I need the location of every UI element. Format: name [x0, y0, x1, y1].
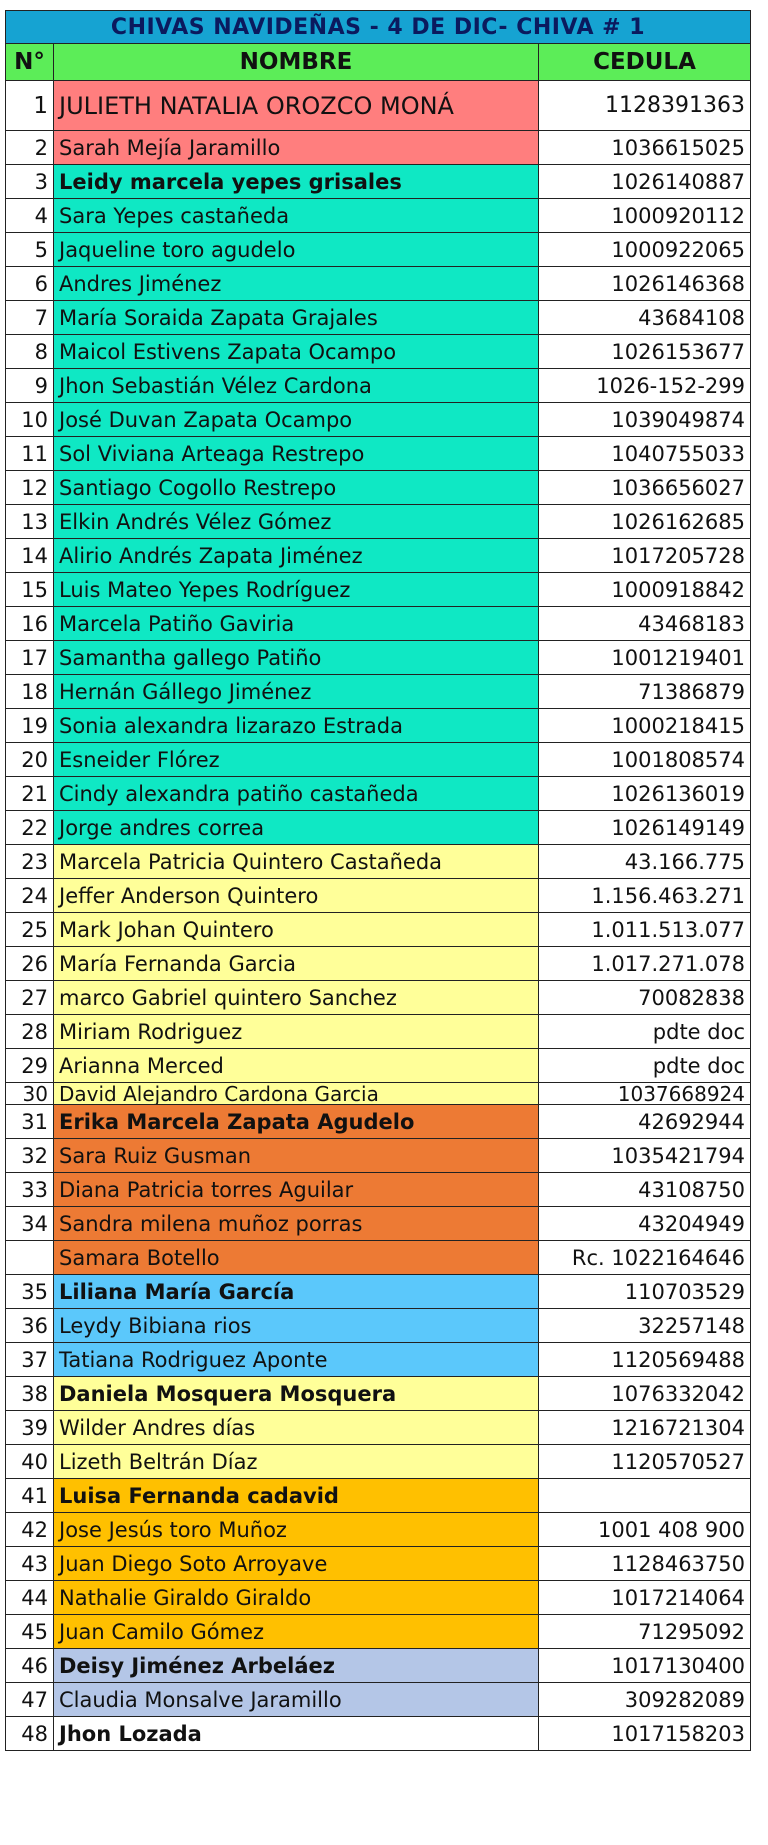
cedula-cell[interactable]: 1001808574	[539, 743, 751, 777]
row-number-cell[interactable]: 2	[6, 131, 54, 165]
row-number-cell[interactable]: 18	[6, 675, 54, 709]
cedula-cell[interactable]: 1026153677	[539, 335, 751, 369]
table-row	[6, 913, 751, 947]
cedula-cell[interactable]: 43468183	[539, 607, 751, 641]
name-cell[interactable]: Wilder Andres días	[54, 1411, 539, 1445]
cedula-cell[interactable]: 43108750	[539, 1173, 751, 1207]
cedula-cell[interactable]: 1001219401	[539, 641, 751, 675]
cedula-cell[interactable]: 110703529	[539, 1275, 751, 1309]
row-number-cell[interactable]: 36	[6, 1309, 54, 1343]
table-row	[6, 845, 751, 879]
name-cell[interactable]: Jose Jesús toro Muñoz	[54, 1513, 539, 1547]
name-cell[interactable]: Nathalie Giraldo Giraldo	[54, 1581, 539, 1615]
row-number-cell[interactable]: 24	[6, 879, 54, 913]
table-row	[6, 1207, 751, 1241]
name-cell[interactable]: Jorge andres correa	[54, 811, 539, 845]
cedula-cell[interactable]: Rc. 1022164646	[539, 1241, 751, 1275]
table-row	[6, 1377, 751, 1411]
row-number-cell[interactable]: 6	[6, 267, 54, 301]
table-row	[6, 1015, 751, 1049]
name-cell[interactable]: Tatiana Rodriguez Aponte	[54, 1343, 539, 1377]
row-number-cell[interactable]: 3	[6, 165, 54, 199]
row-number-cell[interactable]: 42	[6, 1513, 54, 1547]
name-cell[interactable]: Samantha gallego Patiño	[54, 641, 539, 675]
name-cell[interactable]: Esneider Flórez	[54, 743, 539, 777]
row-number-cell[interactable]: 45	[6, 1615, 54, 1649]
row-number-cell[interactable]: 15	[6, 573, 54, 607]
row-number-cell[interactable]	[6, 1241, 54, 1275]
cedula-cell[interactable]: 1026162685	[539, 505, 751, 539]
name-cell[interactable]: Marcela Patricia Quintero Castañeda	[54, 845, 539, 879]
cedula-cell[interactable]: 43204949	[539, 1207, 751, 1241]
row-number-cell[interactable]: 28	[6, 1015, 54, 1049]
name-cell[interactable]: JULIETH NATALIA OROZCO MONÁ	[54, 81, 539, 131]
name-cell[interactable]: Jhon Lozada	[54, 1717, 539, 1751]
cedula-cell[interactable]: 43684108	[539, 301, 751, 335]
name-cell[interactable]: Sonia alexandra lizarazo Estrada	[54, 709, 539, 743]
name-cell[interactable]: Luis Mateo Yepes Rodríguez	[54, 573, 539, 607]
cedula-cell[interactable]: 1026-152-299	[539, 369, 751, 403]
row-number-cell[interactable]: 34	[6, 1207, 54, 1241]
cedula-cell[interactable]: 1017158203	[539, 1717, 751, 1751]
name-cell[interactable]: Diana Patricia torres Aguilar	[54, 1173, 539, 1207]
name-cell[interactable]: María Soraida Zapata Grajales	[54, 301, 539, 335]
cedula-cell[interactable]: 71295092	[539, 1615, 751, 1649]
table-row	[6, 641, 751, 675]
name-cell[interactable]: Deisy Jiménez Arbeláez	[54, 1649, 539, 1683]
name-cell[interactable]: Hernán Gállego Jiménez	[54, 675, 539, 709]
cedula-cell[interactable]: 1040755033	[539, 437, 751, 471]
name-cell[interactable]: Juan Camilo Gómez	[54, 1615, 539, 1649]
table-row	[6, 1105, 751, 1139]
row-number-cell[interactable]: 16	[6, 607, 54, 641]
cedula-cell[interactable]: 70082838	[539, 981, 751, 1015]
cedula-cell[interactable]: 1001 408 900	[539, 1513, 751, 1547]
table-row	[6, 369, 751, 403]
cedula-cell[interactable]: 1216721304	[539, 1411, 751, 1445]
table-row	[6, 947, 751, 981]
spreadsheet	[5, 0, 763, 1751]
cedula-cell[interactable]: 1000922065	[539, 233, 751, 267]
table-row	[6, 607, 751, 641]
header-name[interactable]: NOMBRE	[54, 44, 539, 81]
name-cell[interactable]: Sandra milena muñoz porras	[54, 1207, 539, 1241]
row-number-cell[interactable]: 12	[6, 471, 54, 505]
row-number-cell[interactable]: 41	[6, 1479, 54, 1513]
name-cell[interactable]: Jaqueline toro agudelo	[54, 233, 539, 267]
cedula-cell[interactable]: 1.011.513.077	[539, 913, 751, 947]
table-row	[6, 879, 751, 913]
cedula-cell[interactable]: 1.156.463.271	[539, 879, 751, 913]
table-row	[6, 1083, 751, 1105]
cedula-cell[interactable]: pdte doc	[539, 1015, 751, 1049]
cedula-cell[interactable]	[539, 1479, 751, 1513]
name-cell[interactable]: Elkin Andrés Vélez Gómez	[54, 505, 539, 539]
row-number-cell[interactable]: 10	[6, 403, 54, 437]
row-number-cell[interactable]: 9	[6, 369, 54, 403]
row-number-cell[interactable]: 39	[6, 1411, 54, 1445]
table-row	[6, 1139, 751, 1173]
name-cell[interactable]: Juan Diego Soto Arroyave	[54, 1547, 539, 1581]
row-number-cell[interactable]: 5	[6, 233, 54, 267]
row-number-cell[interactable]: 47	[6, 1683, 54, 1717]
row-number-cell[interactable]: 27	[6, 981, 54, 1015]
row-number-cell[interactable]: 35	[6, 1275, 54, 1309]
cedula-cell[interactable]: 309282089	[539, 1683, 751, 1717]
cedula-cell[interactable]: 1017205728	[539, 539, 751, 573]
row-number-cell[interactable]: 1	[6, 81, 54, 131]
cedula-cell[interactable]: 1037668924	[539, 1083, 751, 1105]
table-row	[6, 811, 751, 845]
table-row	[6, 437, 751, 471]
table-row	[6, 267, 751, 301]
table-row	[6, 1513, 751, 1547]
row-number-cell[interactable]: 38	[6, 1377, 54, 1411]
table-row	[6, 1343, 751, 1377]
table-row	[6, 335, 751, 369]
row-number-cell[interactable]: 37	[6, 1343, 54, 1377]
cedula-cell[interactable]: 71386879	[539, 675, 751, 709]
name-cell[interactable]: Miriam Rodriguez	[54, 1015, 539, 1049]
table-row	[6, 81, 751, 131]
row-number-cell[interactable]: 32	[6, 1139, 54, 1173]
row-number-cell[interactable]: 30	[6, 1083, 54, 1105]
table-row	[6, 709, 751, 743]
cedula-cell[interactable]: 1026146368	[539, 267, 751, 301]
row-number-cell[interactable]: 21	[6, 777, 54, 811]
table-row	[6, 743, 751, 777]
cedula-cell[interactable]: 1026140887	[539, 165, 751, 199]
name-cell[interactable]: Sara Ruiz Gusman	[54, 1139, 539, 1173]
cedula-cell[interactable]: 1000918842	[539, 573, 751, 607]
cedula-cell[interactable]: 1036615025	[539, 131, 751, 165]
row-number-cell[interactable]: 26	[6, 947, 54, 981]
row-number-cell[interactable]: 13	[6, 505, 54, 539]
header-cedula[interactable]: CEDULA	[539, 44, 751, 81]
cedula-cell[interactable]: 43.166.775	[539, 845, 751, 879]
name-cell[interactable]: Santiago Cogollo Restrepo	[54, 471, 539, 505]
row-number-cell[interactable]: 40	[6, 1445, 54, 1479]
cedula-cell[interactable]: 1.017.271.078	[539, 947, 751, 981]
row-number-cell[interactable]: 44	[6, 1581, 54, 1615]
name-cell[interactable]: Andres Jiménez	[54, 267, 539, 301]
row-number-cell[interactable]: 29	[6, 1049, 54, 1083]
name-cell[interactable]: Jhon Sebastián Vélez Cardona	[54, 369, 539, 403]
table-row	[6, 233, 751, 267]
cedula-cell[interactable]: 42692944	[539, 1105, 751, 1139]
table-row	[6, 505, 751, 539]
cedula-cell[interactable]: 1026136019	[539, 777, 751, 811]
name-cell[interactable]: Marcela Patiño Gaviria	[54, 607, 539, 641]
table-row	[6, 471, 751, 505]
sheet-title[interactable]: CHIVAS NAVIDEÑAS - 4 DE DIC- CHIVA # 1	[6, 11, 751, 44]
table-row	[6, 1649, 751, 1683]
name-cell[interactable]: Mark Johan Quintero	[54, 913, 539, 947]
row-number-cell[interactable]: 23	[6, 845, 54, 879]
name-cell[interactable]: Arianna Merced	[54, 1049, 539, 1083]
table-row	[6, 777, 751, 811]
row-number-cell[interactable]: 19	[6, 709, 54, 743]
table-row	[6, 403, 751, 437]
row-number-cell[interactable]: 43	[6, 1547, 54, 1581]
table-row	[6, 1241, 751, 1275]
name-cell[interactable]: Sarah Mejía Jaramillo	[54, 131, 539, 165]
table-row	[6, 301, 751, 335]
table-row	[6, 981, 751, 1015]
row-number-cell[interactable]: 7	[6, 301, 54, 335]
name-cell[interactable]: Claudia Monsalve Jaramillo	[54, 1683, 539, 1717]
table-row	[6, 675, 751, 709]
cedula-cell[interactable]: 1017130400	[539, 1649, 751, 1683]
row-number-cell[interactable]: 48	[6, 1717, 54, 1751]
name-cell[interactable]: Sol Viviana Arteaga Restrepo	[54, 437, 539, 471]
cedula-cell[interactable]: 1039049874	[539, 403, 751, 437]
name-cell[interactable]: Sara Yepes castañeda	[54, 199, 539, 233]
name-cell[interactable]: Maicol Estivens Zapata Ocampo	[54, 335, 539, 369]
name-cell[interactable]: Lizeth Beltrán Díaz	[54, 1445, 539, 1479]
name-cell[interactable]: Erika Marcela Zapata Agudelo	[54, 1105, 539, 1139]
row-number-cell[interactable]: 20	[6, 743, 54, 777]
name-cell[interactable]: Samara Botello	[54, 1241, 539, 1275]
cedula-cell[interactable]: 1000218415	[539, 709, 751, 743]
table-row	[6, 1717, 751, 1751]
name-cell[interactable]: marco Gabriel quintero Sanchez	[54, 981, 539, 1015]
row-number-cell[interactable]: 33	[6, 1173, 54, 1207]
name-cell[interactable]: Leydy Bibiana rios	[54, 1309, 539, 1343]
table-row	[6, 573, 751, 607]
cedula-cell[interactable]: 1128391363	[539, 81, 751, 131]
name-cell[interactable]: María Fernanda Garcia	[54, 947, 539, 981]
table-row	[6, 199, 751, 233]
attendee-table	[5, 10, 751, 1751]
table-row	[6, 1445, 751, 1479]
name-cell[interactable]: Daniela Mosquera Mosquera	[54, 1377, 539, 1411]
row-number-cell[interactable]: 4	[6, 199, 54, 233]
cedula-cell[interactable]: 1036656027	[539, 471, 751, 505]
cedula-cell[interactable]: 1017214064	[539, 1581, 751, 1615]
row-number-cell[interactable]: 31	[6, 1105, 54, 1139]
name-cell[interactable]: David Alejandro Cardona Garcia	[54, 1083, 539, 1105]
name-cell[interactable]: Cindy alexandra patiño castañeda	[54, 777, 539, 811]
cedula-cell[interactable]: 1120569488	[539, 1343, 751, 1377]
row-number-cell[interactable]: 14	[6, 539, 54, 573]
cedula-cell[interactable]: 1076332042	[539, 1377, 751, 1411]
header-num[interactable]: N°	[6, 44, 54, 81]
table-row	[6, 1479, 751, 1513]
table-row	[6, 1049, 751, 1083]
table-row	[6, 131, 751, 165]
name-cell[interactable]: José Duvan Zapata Ocampo	[54, 403, 539, 437]
name-cell[interactable]: Jeffer Anderson Quintero	[54, 879, 539, 913]
table-row	[6, 1581, 751, 1615]
row-number-cell[interactable]: 8	[6, 335, 54, 369]
row-number-cell[interactable]: 11	[6, 437, 54, 471]
cedula-cell[interactable]: 1035421794	[539, 1139, 751, 1173]
table-body	[6, 81, 751, 1751]
cedula-cell[interactable]: 32257148	[539, 1309, 751, 1343]
name-cell[interactable]: Luisa Fernanda cadavid	[54, 1479, 539, 1513]
row-number-cell[interactable]: 46	[6, 1649, 54, 1683]
cedula-cell[interactable]: 1026149149	[539, 811, 751, 845]
table-row	[6, 1173, 751, 1207]
cedula-cell[interactable]: 1000920112	[539, 199, 751, 233]
table-row	[6, 1275, 751, 1309]
cedula-cell[interactable]: 1120570527	[539, 1445, 751, 1479]
table-row	[6, 539, 751, 573]
name-cell[interactable]: Alirio Andrés Zapata Jiménez	[54, 539, 539, 573]
table-row	[6, 1547, 751, 1581]
row-number-cell[interactable]: 22	[6, 811, 54, 845]
table-row	[6, 1411, 751, 1445]
table-row	[6, 165, 751, 199]
name-cell[interactable]: Leidy marcela yepes grisales	[54, 165, 539, 199]
cedula-cell[interactable]: pdte doc	[539, 1049, 751, 1083]
table-row	[6, 1615, 751, 1649]
name-cell[interactable]: Liliana María García	[54, 1275, 539, 1309]
cedula-cell[interactable]: 1128463750	[539, 1547, 751, 1581]
table-row	[6, 1309, 751, 1343]
row-number-cell[interactable]: 25	[6, 913, 54, 947]
table-row	[6, 1683, 751, 1717]
row-number-cell[interactable]: 17	[6, 641, 54, 675]
